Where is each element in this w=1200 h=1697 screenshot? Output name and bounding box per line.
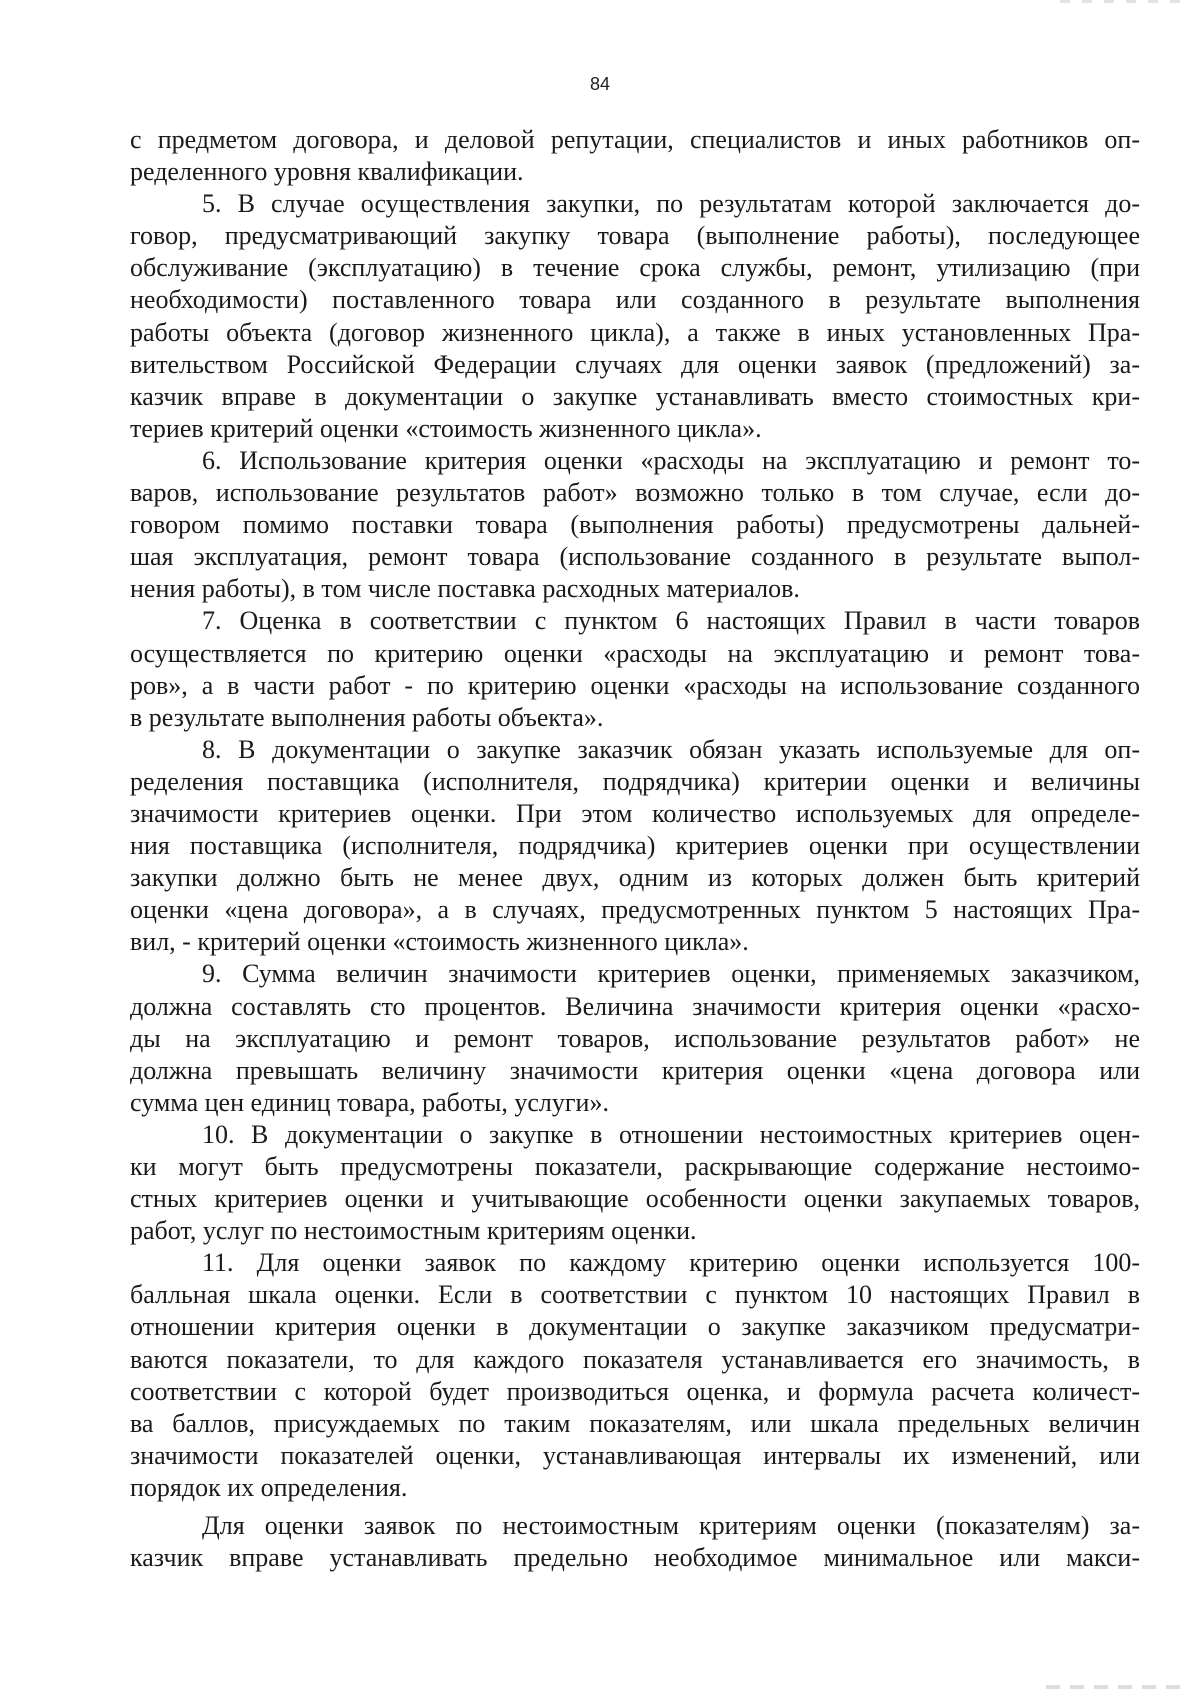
text-line: шая эксплуатация, ремонт товара (использование созданного в результате выпол- xyxy=(130,542,1140,572)
text-line: закупки должно быть не менее двух, одним из которых должен быть критерий xyxy=(130,863,1140,893)
text-line: отношении критерия оценки в документации о закупке заказчиком предусматри- xyxy=(130,1312,1140,1342)
scan-edge-mark xyxy=(1046,1685,1186,1689)
text-line: работы объекта (договор жизненного цикла), а также в иных установленных Пра- xyxy=(130,317,1140,347)
text-line: ров», а в части работ - по критерию оценки «расходы на использование созданного xyxy=(130,670,1140,700)
text-line: с предметом договора, и деловой репутации, специалистов и иных работников оп- xyxy=(130,125,1140,154)
text-line: териев критерий оценки «стоимость жизненного цикла». xyxy=(130,413,762,443)
text-line: 8. В документации о закупке заказчик обязан указать используемые для оп- xyxy=(202,734,1140,764)
text-line: говор, предусматривающий закупку товара (выполнение работы), последующее xyxy=(130,221,1140,251)
text-line: обслуживание (эксплуатацию) в течение срока службы, ремонт, утилизацию (при xyxy=(130,253,1140,283)
text-line: казчик вправе устанавливать предельно необходимое минимальное или макси- xyxy=(130,1543,1140,1573)
text-line: 7. Оценка в соответствии с пунктом 6 настоящих Правил в части товаров xyxy=(202,606,1140,636)
text-line: ваются показатели, то для каждого показателя устанавливается его значимость, в xyxy=(130,1344,1140,1374)
text-line: ки могут быть предусмотрены показатели, раскрывающие содержание нестоимо- xyxy=(130,1152,1140,1181)
text-line: работ, услуг по нестоимостным критериям оценки. xyxy=(130,1216,697,1246)
text-line: ва баллов, присуждаемых по таким показателям, или шкала предельных величин xyxy=(130,1408,1140,1438)
text-line: значимости показателей оценки, устанавливающая интервалы их изменений, или xyxy=(130,1440,1140,1470)
text-line: 11. Для оценки заявок по каждому критерию оценки используется 100- xyxy=(202,1248,1140,1278)
text-line: ределения поставщика (исполнителя, подрядчика) критерии оценки и величины xyxy=(130,766,1140,796)
text-line: говором помимо поставки товара (выполнения работы) предусмотрены дальней- xyxy=(130,510,1140,540)
text-line: ределенного уровня квалификации. xyxy=(130,157,524,187)
document-body xyxy=(130,124,1140,1574)
text-line: стных критериев оценки и учитывающие особенности оценки закупаемых товаров, xyxy=(130,1184,1140,1214)
text-line: 10. В документации о закупке в отношении нестоимостных критериев оцен- xyxy=(202,1119,1140,1149)
text-line: 5. В случае осуществления закупки, по результатам которой заключается до- xyxy=(202,189,1140,219)
text-line: ния поставщика (исполнителя, подрядчика) критериев оценки при осуществлении xyxy=(130,831,1140,861)
scan-edge-mark xyxy=(1060,0,1190,3)
text-line: сумма цен единиц товара, работы, услуги». xyxy=(130,1087,609,1117)
text-line: варов, использование результатов работ» возможно только в том случае, если до- xyxy=(130,478,1140,508)
text-line: казчик вправе в документации о закупке устанавливать вместо стоимостных кри- xyxy=(130,381,1140,411)
text-line: балльная шкала оценки. Если в соответствии с пунктом 10 настоящих Правил в xyxy=(130,1280,1140,1310)
text-line: вительством Российской Федерации случаях для оценки заявок (предложений) за- xyxy=(130,349,1140,379)
text-line: необходимости) поставленного товара или созданного в результате выполнения xyxy=(130,285,1140,315)
text-line: должна превышать величину значимости критерия оценки «цена договора или xyxy=(130,1055,1140,1085)
text-line: оценки «цена договора», а в случаях, предусмотренных пунктом 5 настоящих Пра- xyxy=(130,895,1140,925)
text-line: 6. Использование критерия оценки «расходы на эксплуатацию и ремонт то- xyxy=(202,445,1140,475)
page-number: 84 xyxy=(589,74,611,94)
text-line: порядок их определения. xyxy=(130,1472,408,1502)
text-line: ды на эксплуатацию и ремонт товаров, использование результатов работ» не xyxy=(130,1023,1140,1053)
text-line: вил, - критерий оценки «стоимость жизненного цикла». xyxy=(130,927,749,957)
text-line: должна составлять сто процентов. Величина значимости критерия оценки «расхо- xyxy=(130,991,1140,1021)
text-line: соответствии с которой будет производиться оценка, и формула расчета количест- xyxy=(130,1376,1140,1406)
text-line: значимости критериев оценки. При этом количество используемых для определе- xyxy=(130,798,1140,828)
text-line: 9. Сумма величин значимости критериев оценки, применяемых заказчиком, xyxy=(202,959,1140,989)
text-line: осуществляется по критерию оценки «расходы на эксплуатацию и ремонт това- xyxy=(130,638,1140,668)
text-line: нения работы), в том числе поставка расходных материалов. xyxy=(130,574,800,604)
text-line: в результате выполнения работы объекта». xyxy=(130,702,604,732)
text-line: Для оценки заявок по нестоимостным критериям оценки (показателям) за- xyxy=(202,1511,1140,1541)
